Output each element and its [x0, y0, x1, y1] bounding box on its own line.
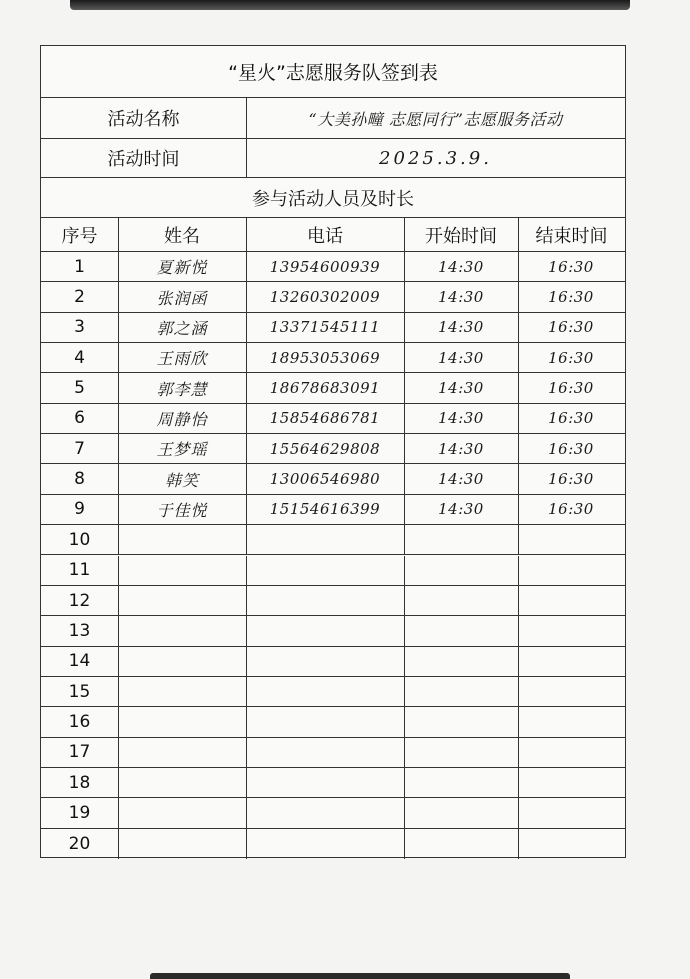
row-name: [118, 616, 246, 645]
row-name: 于佳悦: [156, 500, 208, 520]
table-row: [41, 556, 625, 586]
row-phone: [246, 525, 404, 554]
row-number: 19: [68, 802, 91, 823]
table-row: [41, 373, 625, 403]
row-name: [118, 707, 246, 736]
row-phone: [246, 677, 404, 706]
row-name: [118, 586, 246, 615]
table-row: [41, 798, 625, 828]
row-phone: 15154616399: [269, 500, 381, 519]
row-number: 10: [68, 529, 91, 550]
row-number: 14: [68, 651, 91, 672]
table-row: [41, 616, 625, 646]
table-row: [41, 677, 625, 707]
row-end-time: [518, 677, 624, 706]
row-start-time: 14:30: [438, 439, 484, 458]
row-name: [118, 768, 246, 797]
row-name: [118, 647, 246, 676]
row-number: 20: [68, 833, 91, 854]
row-end-time: 16:30: [548, 318, 594, 337]
row-phone: [246, 768, 404, 797]
table-row: [41, 252, 625, 282]
table-row: [41, 343, 625, 373]
row-start-time: 14:30: [438, 470, 484, 489]
row-name: [118, 556, 246, 585]
row-phone: 15854686781: [269, 409, 381, 428]
row-phone: [246, 586, 404, 615]
row-number: 6: [74, 408, 85, 429]
row-end-time: [518, 556, 624, 585]
title-row: [41, 46, 625, 98]
row-phone: 13954600939: [269, 257, 381, 276]
row-phone: [246, 829, 404, 859]
sheet-title: “星火”志愿服务队签到表: [228, 62, 438, 84]
row-name: [118, 677, 246, 706]
row-start-time: [404, 707, 518, 736]
row-name: 王雨欣: [156, 349, 208, 369]
row-number: 7: [74, 438, 85, 459]
row-number: 5: [74, 378, 85, 399]
activity-time-value: 2025.3.9.: [379, 147, 492, 169]
row-end-time: [518, 616, 624, 645]
table-row: [41, 707, 625, 737]
row-start-time: 14:30: [438, 288, 484, 307]
row-end-time: 16:30: [548, 257, 594, 276]
row-number: 8: [74, 469, 85, 490]
row-phone: [246, 707, 404, 736]
activity-name-label: 活动名称: [107, 109, 180, 130]
activity-name-row: [41, 98, 625, 139]
activity-name-value: “大美孙疃 志愿同行”志愿服务活动: [308, 109, 563, 129]
page-top-shadow: [70, 0, 630, 10]
page-bottom-shadow: [150, 973, 570, 979]
activity-time-row: [41, 139, 625, 178]
row-number: 15: [68, 681, 91, 702]
row-end-time: [518, 647, 624, 676]
row-start-time: 14:30: [438, 409, 484, 428]
row-phone: 18953053069: [269, 348, 381, 367]
row-number: 3: [74, 317, 85, 338]
row-start-time: 14:30: [438, 379, 484, 398]
row-name: 郭之涵: [156, 318, 208, 338]
row-end-time: 16:30: [548, 409, 594, 428]
table-row: [41, 495, 625, 525]
row-start-time: [404, 829, 518, 859]
row-start-time: 14:30: [438, 257, 484, 276]
column-header-start: 开始时间: [425, 225, 497, 247]
row-number: 4: [74, 347, 85, 368]
column-header-name: 姓名: [164, 225, 200, 247]
row-phone: 15564629808: [269, 439, 381, 458]
row-phone: 13006546980: [269, 470, 381, 489]
table-row: [41, 829, 625, 859]
table-row: [41, 282, 625, 312]
row-name: 韩笑: [164, 470, 199, 490]
row-name: [118, 738, 246, 767]
row-number: 17: [68, 742, 91, 763]
row-end-time: 16:30: [548, 500, 594, 519]
row-end-time: 16:30: [548, 348, 594, 367]
row-end-time: 16:30: [548, 439, 594, 458]
row-number: 1: [74, 256, 85, 277]
row-number: 12: [68, 590, 91, 611]
row-end-time: [518, 586, 624, 615]
row-phone: [246, 738, 404, 767]
row-start-time: [404, 586, 518, 615]
row-start-time: [404, 556, 518, 585]
row-phone: [246, 616, 404, 645]
row-number: 16: [68, 711, 91, 732]
row-start-time: 14:30: [438, 318, 484, 337]
row-name: 王梦瑶: [156, 440, 208, 460]
row-number: 9: [74, 499, 85, 520]
activity-time-label: 活动时间: [107, 149, 180, 170]
section-title: 参与活动人员及时长: [252, 188, 414, 210]
row-number: 18: [68, 772, 91, 793]
row-name: [118, 525, 246, 554]
row-end-time: [518, 798, 624, 827]
section-title-row: [41, 178, 625, 218]
row-name: 夏新悦: [156, 258, 208, 278]
row-phone: 18678683091: [269, 379, 381, 398]
row-number: 13: [68, 620, 91, 641]
table-row: [41, 464, 625, 494]
table-header-row: [41, 218, 625, 252]
row-start-time: [404, 647, 518, 676]
row-number: 2: [74, 287, 85, 308]
row-start-time: [404, 525, 518, 554]
row-start-time: [404, 738, 518, 767]
row-end-time: 16:30: [548, 470, 594, 489]
row-phone: 13371545111: [269, 318, 381, 337]
row-phone: [246, 647, 404, 676]
row-start-time: [404, 616, 518, 645]
row-start-time: [404, 798, 518, 827]
row-start-time: 14:30: [438, 500, 484, 519]
table-row: [41, 768, 625, 798]
row-name: 张润函: [156, 288, 208, 308]
table-row: [41, 525, 625, 555]
column-header-end: 结束时间: [535, 225, 608, 247]
row-end-time: [518, 738, 624, 767]
row-end-time: [518, 768, 624, 797]
row-phone: 13260302009: [269, 288, 381, 307]
table-row: [41, 738, 625, 768]
row-start-time: [404, 677, 518, 706]
row-number: 11: [68, 560, 91, 581]
column-header-no: 序号: [61, 225, 98, 247]
table-row: [41, 434, 625, 464]
table-row: [41, 313, 625, 343]
row-end-time: [518, 525, 624, 554]
row-name: [118, 829, 246, 859]
row-start-time: [404, 768, 518, 797]
row-end-time: [518, 707, 624, 736]
row-name: [118, 798, 246, 827]
table-row: [41, 586, 625, 616]
row-end-time: 16:30: [548, 288, 594, 307]
table-row: [41, 404, 625, 434]
row-name: 郭李慧: [156, 379, 208, 399]
row-phone: [246, 556, 404, 585]
row-start-time: 14:30: [438, 348, 484, 367]
row-end-time: [518, 829, 624, 859]
row-phone: [246, 798, 404, 827]
column-header-phone: 电话: [307, 225, 343, 247]
row-name: 周静怡: [156, 409, 208, 429]
table-row: [41, 647, 625, 677]
sign-in-sheet: [40, 45, 626, 858]
row-end-time: 16:30: [548, 379, 594, 398]
